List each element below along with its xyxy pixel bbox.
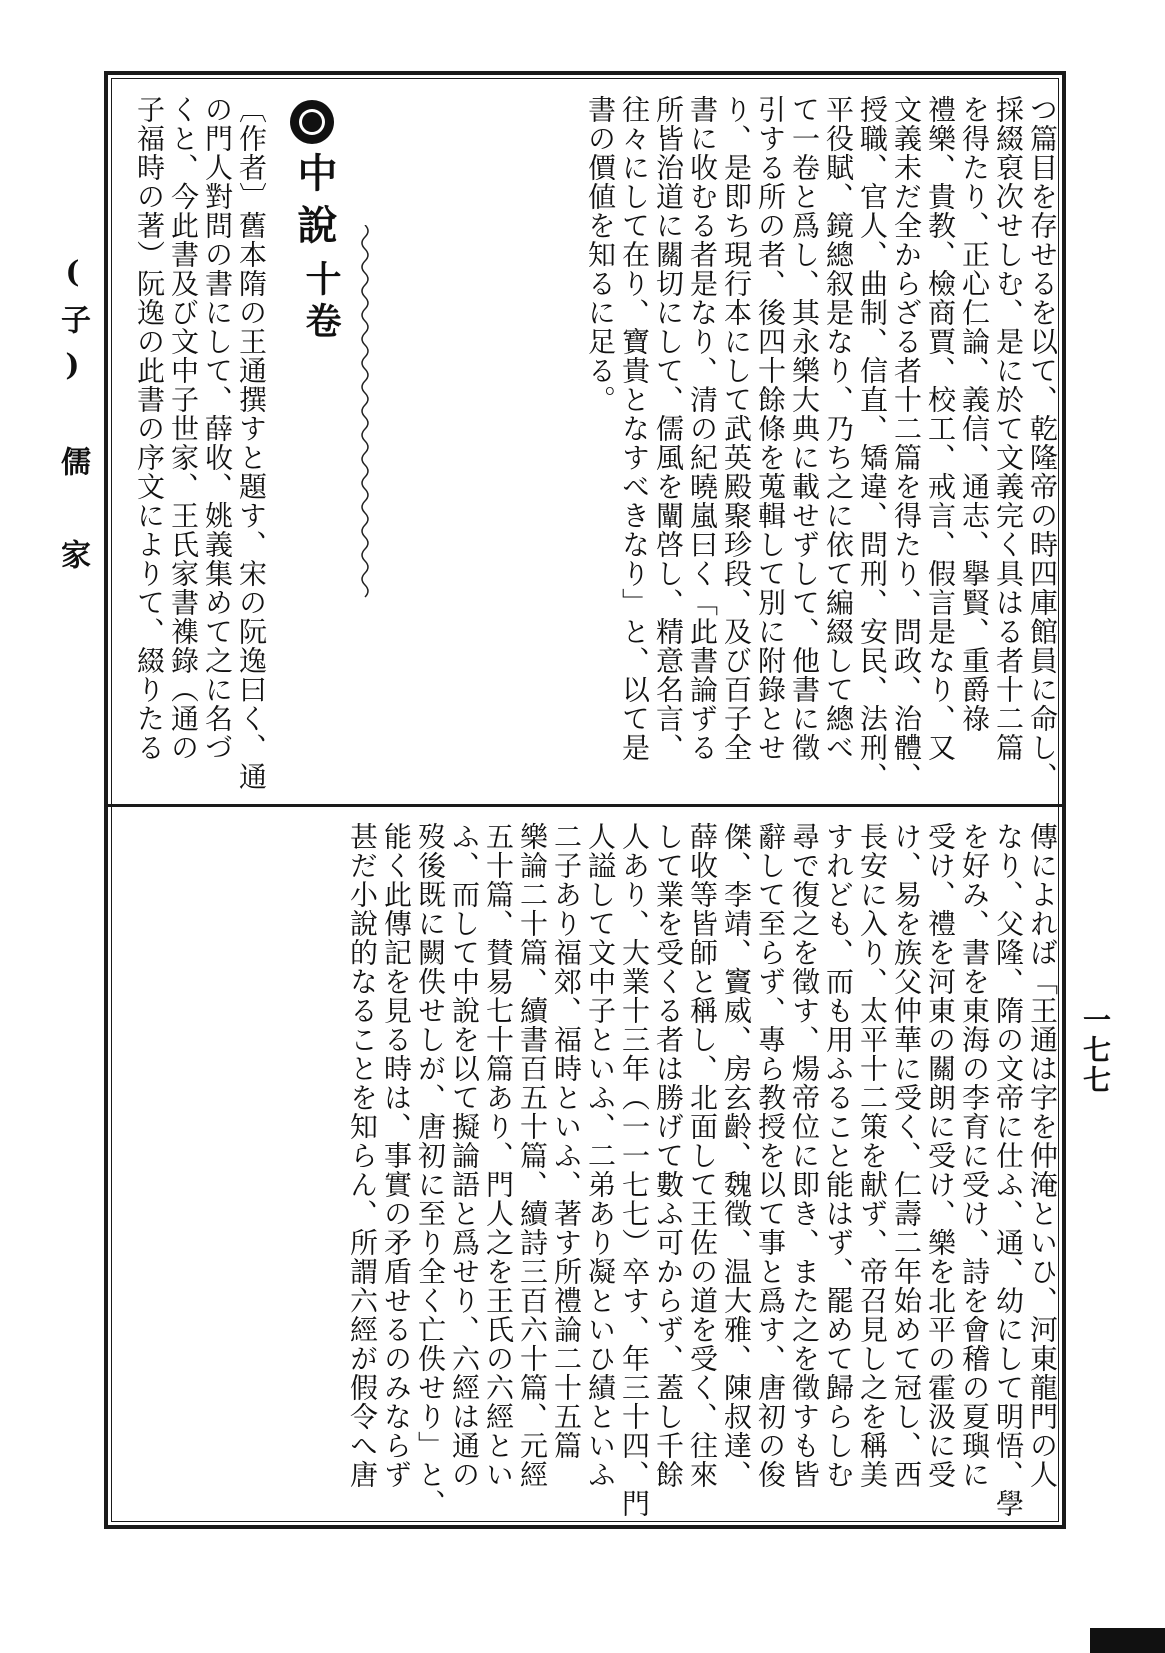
top-body-text <box>459 95 1059 795</box>
text-column: て一卷と爲し、其永樂大典に載せずして、他書に徵 <box>788 95 821 762</box>
text-column: して業を受くる者は勝げて數ふ可からず、蓋し千餘 <box>652 822 685 1489</box>
text-column: を好み、書を東海の李育に受け、詩を會稽の夏璵に <box>958 822 991 1489</box>
text-column: 五十篇、賛易七十篇あり、門人之を王氏の六經とい <box>482 822 515 1489</box>
wavy-rule <box>355 225 375 605</box>
text-column: り、是即ち現行本にして武英殿聚珍段、及び百子全 <box>720 95 753 762</box>
text-column: 二子あり福郊、福時といふ、著す所禮論二十五篇 <box>550 822 583 1460</box>
text-column: くと、今此書及び文中子世家、王氏家書襍錄（通の <box>167 95 200 762</box>
text-column: 長安に入り、太平十二策を献ず、帝召見し之を稱美 <box>856 822 889 1489</box>
text-column: 歿後既に闕佚せしが、唐初に至り全く亡佚せり」と、 <box>414 822 447 1518</box>
text-column: を得たり、正心仁論、義信、通志、擧賢、重爵祿 <box>958 95 991 733</box>
text-column: 授職、官人、曲制、信直、矯違、問刑、安民、法刑、 <box>856 95 889 791</box>
book-title: 中說 <box>291 152 338 256</box>
text-column: 所皆治道に關切にして、儒風を闡啓し、精意名言、 <box>652 95 685 762</box>
text-column: 採綴裒次せしむ、是に於て文義完く具はる者十二篇 <box>992 95 1025 762</box>
text-column: ふ、而して中說を以て擬論語と爲せり、六經は通の <box>448 822 481 1489</box>
text-column: の門人對問の書にして、薛收、姚義集めて之に名づ <box>201 95 234 762</box>
text-column: 文義未だ全からざる者十二篇を得たり、問政、治體、 <box>890 95 923 791</box>
section-divider <box>104 804 1066 807</box>
text-column: 薛收等皆師と稱し、北面して王佐の道を受く、往來 <box>686 822 719 1489</box>
page-number: 一七七 <box>1079 1005 1112 1095</box>
corner-mark <box>1090 1628 1165 1653</box>
text-column: 書に收むる者是なり、清の紀曉嵐曰く「此書論ずる <box>686 95 719 762</box>
text-column: 引する所の者、後四十餘條を蒐輯して別に附錄とせ <box>754 95 787 762</box>
text-column: 能く此傳記を見る時は、事實の矛盾せるのみならず <box>380 822 413 1489</box>
text-column: 往々にして在り、寶貴となすべきなり」と、以て是 <box>618 95 651 762</box>
running-head: (子) 儒 家 <box>55 255 90 583</box>
text-column: すれども、而も用ふること能はず、罷めて歸らしむ <box>822 822 855 1489</box>
text-column: 〔作者〕舊本隋の王通撰すと題す、宋の阮逸曰く、通 <box>235 95 268 791</box>
text-column: 書の價値を知るに足る。 <box>584 95 617 414</box>
text-column: なり、父隆、隋の文帝に仕ふ、通、幼にして明悟、學 <box>992 822 1025 1518</box>
text-column: け、易を族父仲華に受く、仁壽二年始めて冠し、西 <box>890 822 923 1489</box>
text-column: 子福時の著）阮逸の此書の序文によりて、綴りたる <box>133 95 166 762</box>
text-column: 受け、禮を河東の關朗に受け、樂を北平の霍汲に受 <box>924 822 957 1489</box>
text-column: 傑、李靖、竇威、房玄齡、魏徵、温大雅、陳叔達、 <box>720 822 753 1489</box>
text-column: つ篇目を存せるを以て、乾隆帝の時四庫館員に命し、 <box>1026 95 1059 791</box>
text-column: 甚だ小說的なることを知らん、所謂六經が假令へ唐 <box>346 822 379 1489</box>
section-bullet-icon <box>290 100 334 144</box>
volume-count: 十卷 <box>300 260 342 344</box>
author-text <box>118 95 268 795</box>
text-column: 人謚して文中子といふ、二弟あり凝といひ績といふ <box>584 822 617 1489</box>
text-column: 人あり、大業十三年（一一七七）卒す、年三十四、門 <box>618 822 651 1518</box>
text-column: 傳によれば「王通は字を仲淹といひ、河東龍門の人 <box>1026 822 1059 1489</box>
text-column: 尋で復之を徵す、煬帝位に即き、また之を徵すも皆 <box>788 822 821 1489</box>
text-column: 樂論二十篇、續書百五十篇、續詩三百六十篇、元經 <box>516 822 549 1489</box>
text-column: 平役賦、鏡總叙是なり、乃ち之に依て編綴して總べ <box>822 95 855 762</box>
text-column: 禮樂、貴教、檢商賈、校工、戒言、假言是なり、又 <box>924 95 957 762</box>
text-column: 辭して至らず、專ら教授を以て事と爲す、唐初の俊 <box>754 822 787 1489</box>
bottom-body-text <box>129 822 1059 1518</box>
